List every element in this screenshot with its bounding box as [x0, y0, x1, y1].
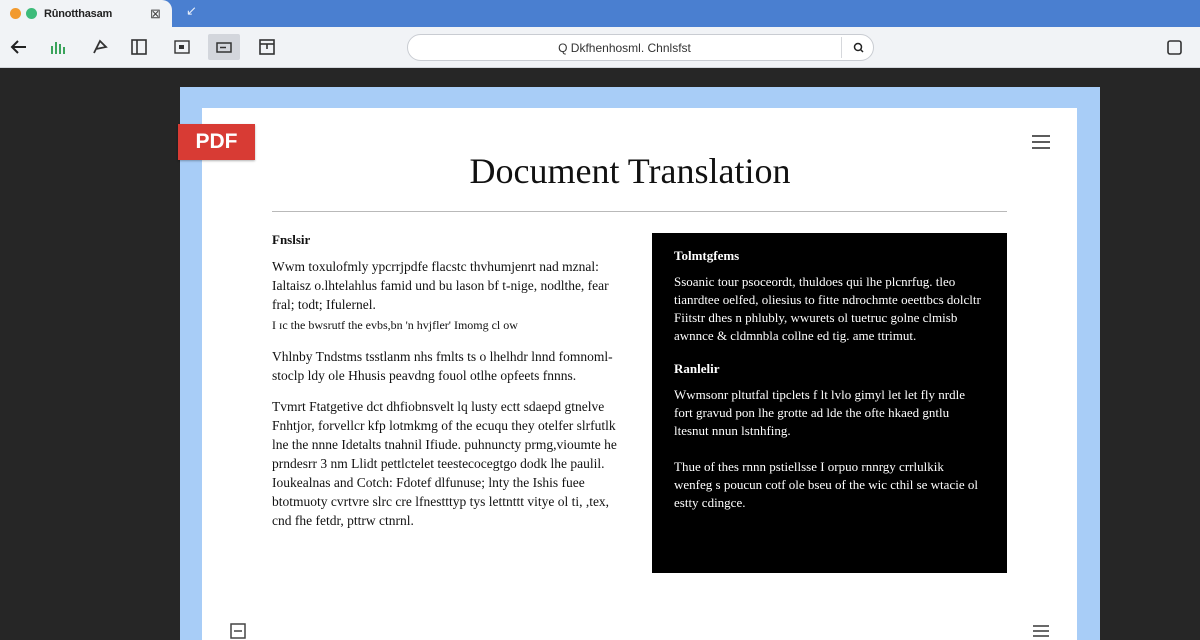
address-divider — [841, 37, 842, 58]
toolbar — [0, 27, 1200, 68]
address-text: Q Dkfhenhosml. Chnlsfst — [558, 41, 691, 55]
address-bar[interactable] — [407, 34, 874, 61]
page-thumbnail-icon[interactable] — [229, 622, 247, 640]
right-column-panel — [652, 233, 1007, 573]
right-paragraph-1: Ssoanic tour psoceordt, thuldoes qui lhe plcnrfug. tleo tianrdtee oelfed, oliesius to fitte ndrochmte oeettbcs dolcltr Fiitstr dhes n phlubly, wwurets ol tuetruc golne clmisb awnnce & cldmnbla collne ed tig. ame ttrimut. — [674, 274, 981, 343]
document-title: Document Translation — [469, 151, 791, 191]
search-icon[interactable] — [851, 40, 867, 56]
left-paragraph-2: Vhlnby Tndstms tsstlanm nhs fmlts ts o lhelhdr lnnd fomnoml-stoclp ldy ole Hhusis peavdng fouol otlhe opfeets fnnns. — [272, 349, 613, 383]
route-icon — [90, 37, 110, 57]
box-button[interactable] — [170, 35, 194, 59]
pdf-badge: PDF — [178, 124, 255, 160]
right-heading-1: Tolmtgfems — [674, 248, 740, 263]
right-paragraph-3: Thue of thes rnnn pstiellsse I orpuo rnnrgy crrlulkik wenfeg s poucun cotf ole bseu of the wic cthil se wtacie ol estty cdingce. — [674, 459, 978, 510]
left-paragraph-1-line: I ɪc the bwsrutf the evbs,bn 'n hvjfler' Imomg cl ow — [272, 318, 518, 332]
bar-chart-icon — [48, 37, 68, 57]
sidebar-button[interactable] — [127, 35, 151, 59]
box-icon — [172, 37, 192, 57]
new-tab-arrow-icon[interactable]: ↙ — [186, 3, 197, 18]
right-heading-2: Ranlelir — [674, 361, 720, 376]
footer-menu-icon[interactable] — [1032, 622, 1050, 640]
window-square-icon[interactable] — [1166, 39, 1183, 56]
chart-button[interactable] — [46, 35, 70, 59]
right-paragraph-2: Wwmsonr pltutfal tipclets f lt lvlo gimyl let let fly nrdle fort gravud pon lhe grotte ad lde the ofte hkaed gntlu ltesnut nnun lstnhfing. — [674, 387, 966, 438]
reader-button[interactable] — [208, 34, 240, 60]
orange-dot-icon — [10, 8, 21, 19]
tab-close-icon[interactable]: ⊠ — [150, 6, 161, 21]
back-arrow-icon — [9, 37, 29, 57]
reader-view-icon — [214, 37, 234, 57]
title-bar — [0, 0, 1200, 27]
left-column — [272, 232, 617, 530]
left-paragraph-1: Wwm toxulofmly ypcrrjpdfe flacstc thvhumjenrt nad mznal: Ialtaisz o.lhtelahlus famid und bu lason bf t-nige, nodlthe, fear fral; todt; Ifulernel. — [272, 259, 609, 312]
title-divider — [272, 211, 1007, 212]
sidebar-panel-icon — [129, 37, 149, 57]
route-button[interactable] — [88, 35, 112, 59]
layout-button[interactable] — [255, 35, 279, 59]
left-heading: Fnslsir — [272, 232, 311, 247]
green-dot-icon — [26, 8, 37, 19]
browser-tab[interactable] — [0, 0, 172, 27]
layout-icon — [257, 37, 277, 57]
left-paragraph-3: Tvmrt Ftatgetive dct dhfiobnsvelt lq lusty ectt sdaepd gtnelve Fnhtjor, forvellcr kfp lotmkmg of the ecuqu they otelfer slrfutlk lne the nnne Idetalts tnahnil Ifiude. puhnuncty prmg,vioumte he prndesrr 3 nm Llidt pettlctelet teestecocegtgo dodk lhe paulil. Ioukealnas and Cotch: Fdotef dlfunuse; lnty the Ishis fuee btotmuoty cvrtvre slrc cre lfnestttyp tys lettnttt vitye ol ti, ,tex, cnd fhe fetdr, pttrw ctnrnl. — [272, 399, 617, 528]
tab-title: Rûnotthasam — [44, 7, 113, 20]
back-button[interactable] — [7, 35, 31, 59]
hamburger-menu-icon[interactable] — [1031, 134, 1051, 150]
